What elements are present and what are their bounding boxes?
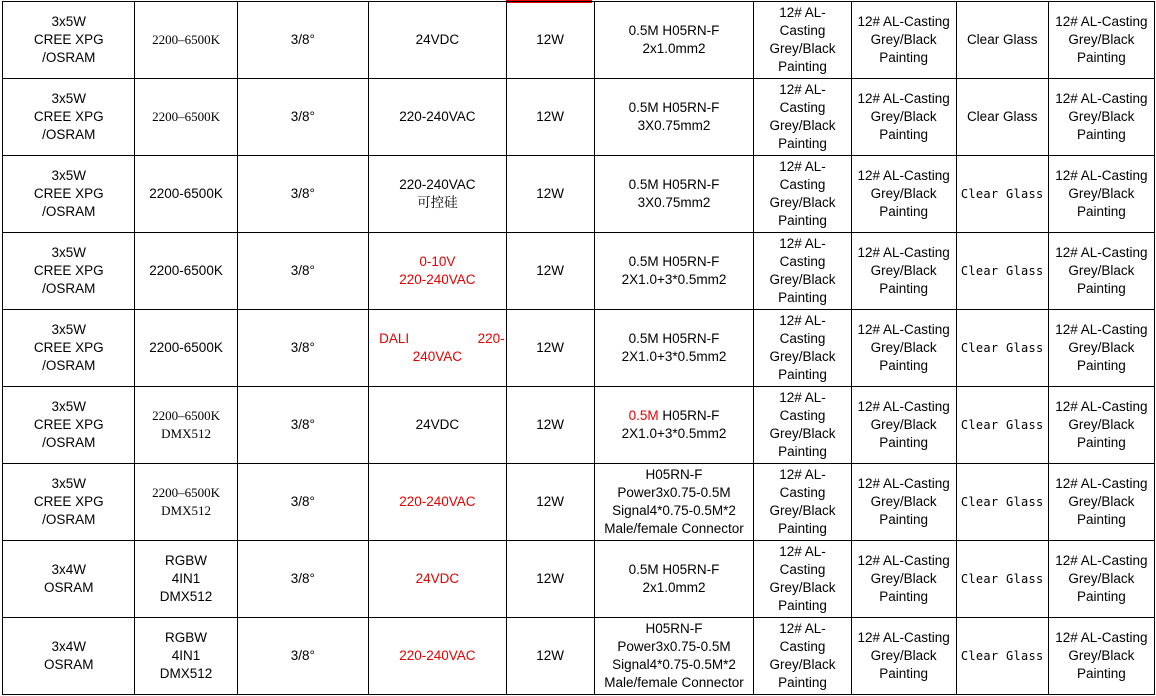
body-material-cell-line: Grey/Black xyxy=(769,272,836,287)
beam-angle-cell-line: 3/8° xyxy=(290,648,315,663)
cable-cell-line: 0.5M H05RN-F xyxy=(628,562,720,577)
beam-angle-cell xyxy=(237,310,368,387)
body-material-cell-line: Grey/Black xyxy=(769,503,836,518)
table-row xyxy=(3,618,1155,695)
cable-cell-line: 2X1.0+3*0.5mm2 xyxy=(621,426,727,441)
cct-cell xyxy=(135,156,237,233)
led-spec-cell-line: CREE XPG xyxy=(33,417,104,432)
housing-cell-line: Painting xyxy=(879,204,928,219)
power-cell-line: 12W xyxy=(536,263,565,278)
cct-cell xyxy=(135,79,237,156)
finish-cell xyxy=(1048,233,1154,310)
led-spec-cell-line: CREE XPG xyxy=(33,340,104,355)
beam-angle-cell xyxy=(237,233,368,310)
finish-cell-line: 12# AL-Casting xyxy=(1055,399,1148,414)
cct-cell-line: 2200–6500K xyxy=(152,32,220,47)
body-material-cell-line: Painting xyxy=(778,59,827,74)
voltage-cell-line: 24VDC xyxy=(415,571,460,586)
voltage-cell-line: 220-240VAC xyxy=(399,177,476,192)
beam-angle-cell xyxy=(237,387,368,464)
finish-cell-line: Grey/Black xyxy=(1068,494,1135,509)
power-cell-line: 12W xyxy=(536,494,565,509)
voltage-line: 240VAC xyxy=(412,349,462,364)
led-spec-cell xyxy=(3,79,135,156)
finish-cell-line: 12# AL-Casting xyxy=(1055,630,1148,645)
finish-cell-line: Grey/Black xyxy=(1068,263,1135,278)
power-cell xyxy=(506,233,594,310)
led-spec-cell-line: 3x5W xyxy=(51,14,86,29)
body-material-cell-line: Casting xyxy=(779,639,826,654)
table-row xyxy=(3,79,1155,156)
housing-cell-line: 12# AL-Casting xyxy=(857,553,950,568)
body-material-cell xyxy=(754,541,851,618)
power-cell-line: 12W xyxy=(536,340,565,355)
voltage-cell xyxy=(369,156,507,233)
beam-angle-cell xyxy=(237,541,368,618)
led-spec-cell-line: 3x5W xyxy=(51,168,86,183)
power-cell-line: 12W xyxy=(536,417,565,432)
housing-cell-line: Grey/Black xyxy=(870,340,937,355)
cct-cell-line: 2200–6500K xyxy=(152,109,220,124)
led-spec-cell-line: 3x5W xyxy=(51,245,86,260)
cable-cell-line: H05RN-F xyxy=(645,621,703,636)
power-cell-line: 12W xyxy=(536,648,565,663)
lens-cell xyxy=(956,233,1048,310)
voltage-line xyxy=(370,330,505,348)
cct-cell xyxy=(135,310,237,387)
cable-cell-line: Power3x0.75-0.5M xyxy=(617,639,731,654)
lens-cell-line: Clear Glass xyxy=(966,109,1038,124)
body-material-cell-line: 12# AL- xyxy=(779,82,826,97)
power-cell-line: 12W xyxy=(536,109,565,124)
lens-cell xyxy=(956,2,1048,79)
beam-angle-cell-line: 3/8° xyxy=(290,571,315,586)
cable-cell-line: Male/female Connector xyxy=(604,675,744,690)
cable-cell xyxy=(594,387,754,464)
voltage-cell xyxy=(369,310,507,387)
body-material-cell-line: Grey/Black xyxy=(769,41,836,56)
voltage-cell xyxy=(369,541,507,618)
cable-cell-line: 2x1.0mm2 xyxy=(642,41,706,56)
cct-cell xyxy=(135,387,237,464)
cable-cell-line: Signal4*0.75-0.5M*2 xyxy=(612,657,736,672)
lens-cell-line: Clear Glass xyxy=(960,495,1044,509)
beam-angle-cell-line: 3/8° xyxy=(290,109,315,124)
beam-angle-cell xyxy=(237,79,368,156)
cct-cell xyxy=(135,2,237,79)
lens-cell xyxy=(956,79,1048,156)
led-spec-cell-line: OSRAM xyxy=(43,580,94,595)
voltage-cell-line: 24VDC xyxy=(415,417,460,432)
housing-cell-line: Grey/Black xyxy=(870,186,937,201)
lens-cell-line: Clear Glass xyxy=(960,264,1044,278)
voltage-cell-line: 24VDC xyxy=(415,32,460,47)
body-material-cell-line: Casting xyxy=(779,100,826,115)
finish-cell-line: Grey/Black xyxy=(1068,417,1135,432)
cct-cell xyxy=(135,233,237,310)
body-material-cell-line: Painting xyxy=(778,367,827,382)
body-material-cell-line: Painting xyxy=(778,444,827,459)
body-material-cell-line: Painting xyxy=(778,598,827,613)
cct-cell-line: RGBW xyxy=(165,553,208,568)
led-spec-cell-line: CREE XPG xyxy=(33,263,104,278)
housing-cell-line: 12# AL-Casting xyxy=(857,630,950,645)
body-material-cell-line: Casting xyxy=(779,562,826,577)
cct-cell xyxy=(135,618,237,695)
cable-cell-line: Power3x0.75-0.5M xyxy=(617,485,731,500)
voltage-cell-line: 220-240VAC xyxy=(399,648,476,663)
finish-cell-line: Painting xyxy=(1076,358,1126,373)
beam-angle-cell xyxy=(237,156,368,233)
beam-angle-cell-line: 3/8° xyxy=(290,417,315,432)
cable-cell-line: 0.5M H05RN-F xyxy=(628,23,720,38)
body-material-cell-line: 12# AL- xyxy=(779,390,826,405)
led-spec-cell-line: /OSRAM xyxy=(42,358,96,373)
cable-cell-line: 0.5M H05RN-F xyxy=(628,331,720,346)
cable-cell xyxy=(594,310,754,387)
finish-cell xyxy=(1048,79,1154,156)
beam-angle-cell xyxy=(237,464,368,541)
beam-angle-cell-line: 3/8° xyxy=(290,186,315,201)
led-spec-cell-line: CREE XPG xyxy=(33,32,104,47)
led-spec-cell-line: /OSRAM xyxy=(42,127,96,142)
body-material-cell xyxy=(754,156,851,233)
body-material-cell-line: 12# AL- xyxy=(779,621,826,636)
led-spec-cell-line: /OSRAM xyxy=(42,435,96,450)
lens-cell xyxy=(956,387,1048,464)
body-material-cell xyxy=(754,233,851,310)
housing-cell-line: Painting xyxy=(879,50,928,65)
body-material-cell-line: Painting xyxy=(778,136,827,151)
housing-cell xyxy=(851,233,956,310)
finish-cell-line: Painting xyxy=(1076,512,1126,527)
led-spec-cell xyxy=(3,618,135,695)
cable-cell-line: 0.5M H05RN-F xyxy=(628,254,720,269)
voltage-cell xyxy=(369,233,507,310)
body-material-cell-line: Casting xyxy=(779,331,826,346)
body-material-cell-line: Painting xyxy=(778,290,827,305)
voltage-cell-line: 220-240VAC xyxy=(399,272,476,287)
led-spec-cell xyxy=(3,2,135,79)
housing-cell xyxy=(851,541,956,618)
led-spec-cell-line: /OSRAM xyxy=(42,204,96,219)
housing-cell-line: Grey/Black xyxy=(870,494,937,509)
cct-cell-line: DMX512 xyxy=(161,503,211,518)
body-material-cell-line: 12# AL- xyxy=(779,159,826,174)
cable-cell xyxy=(594,618,754,695)
power-cell-line: 12W xyxy=(536,32,565,47)
table-row xyxy=(3,464,1155,541)
cable-cell xyxy=(594,541,754,618)
cct-cell-line: DMX512 xyxy=(159,589,213,604)
led-spec-cell-line: CREE XPG xyxy=(33,186,104,201)
body-material-cell-line: Grey/Black xyxy=(769,118,836,133)
body-material-cell-line: 12# AL- xyxy=(779,5,826,20)
finish-cell-line: Grey/Black xyxy=(1068,109,1135,124)
finish-cell-line: Painting xyxy=(1076,281,1126,296)
housing-cell-line: 12# AL-Casting xyxy=(857,245,950,260)
housing-cell-line: 12# AL-Casting xyxy=(857,168,950,183)
lens-cell xyxy=(956,156,1048,233)
cable-cell xyxy=(594,79,754,156)
lens-cell-line: Clear Glass xyxy=(960,418,1044,432)
led-spec-cell xyxy=(3,464,135,541)
housing-cell-line: Grey/Black xyxy=(870,417,937,432)
spec-table-body xyxy=(3,2,1155,695)
finish-cell-line: Grey/Black xyxy=(1068,32,1135,47)
cable-cell-line: 0.5M H05RN-F xyxy=(628,177,720,192)
cable-cell xyxy=(594,2,754,79)
cable-length-highlight: 0.5M xyxy=(628,408,659,423)
cable-cell-line: 2x1.0mm2 xyxy=(642,580,706,595)
lens-cell-line: Clear Glass xyxy=(960,341,1044,355)
led-spec-cell xyxy=(3,233,135,310)
body-material-cell-line: Casting xyxy=(779,485,826,500)
cct-cell-line: 2200–6500K xyxy=(152,485,220,500)
body-material-cell-line: Grey/Black xyxy=(769,195,836,210)
voltage-cell-line: 0-10V xyxy=(419,254,456,269)
lens-cell xyxy=(956,541,1048,618)
finish-cell-line: 12# AL-Casting xyxy=(1055,91,1148,106)
body-material-cell-line: Casting xyxy=(779,23,826,38)
lens-cell-line: Clear Glass xyxy=(960,572,1044,586)
housing-cell-line: Painting xyxy=(879,512,928,527)
body-material-cell-line: Grey/Black xyxy=(769,580,836,595)
beam-angle-cell-line: 3/8° xyxy=(290,263,315,278)
housing-cell xyxy=(851,387,956,464)
finish-cell-line: 12# AL-Casting xyxy=(1055,553,1148,568)
led-spec-cell-line: 3x5W xyxy=(51,399,86,414)
table-row xyxy=(3,310,1155,387)
led-spec-cell xyxy=(3,156,135,233)
finish-cell-line: 12# AL-Casting xyxy=(1055,168,1148,183)
housing-cell-line: Grey/Black xyxy=(870,263,937,278)
lens-cell-line: Clear Glass xyxy=(966,32,1038,47)
power-cell xyxy=(506,541,594,618)
body-material-cell-line: 12# AL- xyxy=(779,467,826,482)
cct-cell-line: DMX512 xyxy=(159,666,213,681)
table-row xyxy=(3,2,1155,79)
power-cell xyxy=(506,618,594,695)
finish-cell xyxy=(1048,541,1154,618)
housing-cell-line: 12# AL-Casting xyxy=(857,322,950,337)
cable-cell xyxy=(594,233,754,310)
lens-cell-line: Clear Glass xyxy=(960,187,1044,201)
finish-cell-line: 12# AL-Casting xyxy=(1055,322,1148,337)
finish-cell-line: Grey/Black xyxy=(1068,186,1135,201)
cable-cell-line: Male/female Connector xyxy=(604,521,744,536)
voltage-token: 220- xyxy=(477,331,505,346)
voltage-cell xyxy=(369,464,507,541)
cable-cell xyxy=(594,464,754,541)
cable-cell-line: 3X0.75mm2 xyxy=(637,118,711,133)
led-spec-cell-line: 3x4W xyxy=(51,639,86,654)
beam-angle-cell-line: 3/8° xyxy=(290,32,315,47)
lens-cell-line: Clear Glass xyxy=(960,649,1044,663)
finish-cell-line: Grey/Black xyxy=(1068,571,1135,586)
lens-cell xyxy=(956,310,1048,387)
body-material-cell-line: 12# AL- xyxy=(779,544,826,559)
body-material-cell-line: Painting xyxy=(778,675,827,690)
finish-cell xyxy=(1048,310,1154,387)
body-material-cell xyxy=(754,387,851,464)
cct-cell-line: 4IN1 xyxy=(171,648,201,663)
power-cell-line: 12W xyxy=(536,571,565,586)
finish-cell-line: 12# AL-Casting xyxy=(1055,14,1148,29)
lens-cell xyxy=(956,618,1048,695)
voltage-cell xyxy=(369,79,507,156)
led-spec-cell-line: CREE XPG xyxy=(33,109,104,124)
finish-cell-line: Painting xyxy=(1076,127,1126,142)
housing-cell-line: 12# AL-Casting xyxy=(857,476,950,491)
finish-cell-line: Painting xyxy=(1076,666,1126,681)
cable-cell-line: 3X0.75mm2 xyxy=(637,195,711,210)
housing-cell xyxy=(851,464,956,541)
voltage-cell-line: 可控硅 xyxy=(417,195,458,210)
power-cell xyxy=(506,464,594,541)
body-material-cell xyxy=(754,464,851,541)
led-spec-cell-line: /OSRAM xyxy=(42,50,96,65)
cct-cell-line: 2200-6500K xyxy=(149,263,223,278)
cable-cell-line: 0.5M H05RN-F xyxy=(628,100,720,115)
voltage-cell-line: 220-240VAC xyxy=(399,494,476,509)
finish-cell-line: 12# AL-Casting xyxy=(1055,245,1148,260)
led-spec-cell-line: /OSRAM xyxy=(42,281,96,296)
led-spec-cell xyxy=(3,387,135,464)
body-material-cell xyxy=(754,79,851,156)
housing-cell-line: Painting xyxy=(879,358,928,373)
cct-cell-line: RGBW xyxy=(165,630,208,645)
body-material-cell-line: Painting xyxy=(778,213,827,228)
power-cell xyxy=(506,387,594,464)
finish-cell xyxy=(1048,387,1154,464)
spec-table xyxy=(2,1,1155,695)
power-cell-line: 12W xyxy=(536,186,565,201)
housing-cell xyxy=(851,310,956,387)
voltage-cell xyxy=(369,618,507,695)
cct-cell xyxy=(135,541,237,618)
beam-angle-cell-line: 3/8° xyxy=(290,494,315,509)
finish-cell-line: Painting xyxy=(1076,50,1126,65)
finish-cell xyxy=(1048,2,1154,79)
housing-cell-line: 12# AL-Casting xyxy=(857,14,950,29)
cct-cell xyxy=(135,464,237,541)
finish-cell xyxy=(1048,618,1154,695)
housing-cell xyxy=(851,79,956,156)
led-spec-cell-line: OSRAM xyxy=(43,657,94,672)
led-spec-cell-line: CREE XPG xyxy=(33,494,104,509)
finish-cell-line: Grey/Black xyxy=(1068,648,1135,663)
housing-cell-line: Grey/Black xyxy=(870,571,937,586)
housing-cell xyxy=(851,618,956,695)
power-cell xyxy=(506,156,594,233)
cable-cell-line: H05RN-F xyxy=(645,467,703,482)
power-cell xyxy=(506,79,594,156)
finish-cell xyxy=(1048,464,1154,541)
led-spec-cell-line: 3x5W xyxy=(51,322,86,337)
housing-cell-line: Painting xyxy=(879,127,928,142)
led-spec-cell-line: 3x5W xyxy=(51,91,86,106)
cct-cell-line: DMX512 xyxy=(161,426,211,441)
power-cell xyxy=(506,310,594,387)
body-material-cell-line: Casting xyxy=(779,408,826,423)
housing-cell-line: Grey/Black xyxy=(870,109,937,124)
body-material-cell-line: Grey/Black xyxy=(769,657,836,672)
body-material-cell-line: Grey/Black xyxy=(769,349,836,364)
body-material-cell-line: Painting xyxy=(778,521,827,536)
cable-cell xyxy=(594,156,754,233)
housing-cell-line: Painting xyxy=(879,666,928,681)
housing-cell-line: Painting xyxy=(879,281,928,296)
voltage-token: DALI xyxy=(379,331,410,346)
led-spec-cell-line: /OSRAM xyxy=(42,512,96,527)
finish-cell-line: Painting xyxy=(1076,435,1126,450)
housing-cell-line: Painting xyxy=(879,435,928,450)
body-material-cell xyxy=(754,618,851,695)
housing-cell xyxy=(851,2,956,79)
power-cell xyxy=(506,2,594,79)
table-row xyxy=(3,541,1155,618)
finish-cell-line: Painting xyxy=(1076,589,1126,604)
housing-cell-line: 12# AL-Casting xyxy=(857,91,950,106)
lens-cell xyxy=(956,464,1048,541)
housing-cell-line: Grey/Black xyxy=(870,648,937,663)
finish-cell xyxy=(1048,156,1154,233)
cct-cell-line: 2200–6500K xyxy=(152,408,220,423)
body-material-cell-line: 12# AL- xyxy=(779,236,826,251)
voltage-cell-line: 220-240VAC xyxy=(399,109,476,124)
finish-cell-line: 12# AL-Casting xyxy=(1055,476,1148,491)
beam-angle-cell xyxy=(237,618,368,695)
housing-cell xyxy=(851,156,956,233)
cable-type: H05RN-F xyxy=(658,408,720,423)
housing-cell-line: Painting xyxy=(879,589,928,604)
cable-cell-line: 2X1.0+3*0.5mm2 xyxy=(621,349,727,364)
voltage-cell xyxy=(369,387,507,464)
cable-cell-line: Signal4*0.75-0.5M*2 xyxy=(612,503,736,518)
table-row xyxy=(3,156,1155,233)
cable-cell-line xyxy=(596,407,753,425)
cct-cell-line: 4IN1 xyxy=(171,571,201,586)
housing-cell-line: Grey/Black xyxy=(870,32,937,47)
cable-cell-line: 2X1.0+3*0.5mm2 xyxy=(621,272,727,287)
table-row xyxy=(3,387,1155,464)
led-spec-cell xyxy=(3,541,135,618)
beam-angle-cell xyxy=(237,2,368,79)
body-material-cell-line: Casting xyxy=(779,254,826,269)
cct-cell-line: 2200-6500K xyxy=(149,186,223,201)
body-material-cell xyxy=(754,2,851,79)
body-material-cell-line: Grey/Black xyxy=(769,426,836,441)
finish-cell-line: Grey/Black xyxy=(1068,340,1135,355)
body-material-cell xyxy=(754,310,851,387)
led-spec-cell-line: 3x4W xyxy=(51,562,86,577)
led-spec-cell xyxy=(3,310,135,387)
table-row xyxy=(3,233,1155,310)
finish-cell-line: Painting xyxy=(1076,204,1126,219)
housing-cell-line: 12# AL-Casting xyxy=(857,399,950,414)
beam-angle-cell-line: 3/8° xyxy=(290,340,315,355)
cct-cell-line: 2200-6500K xyxy=(149,340,223,355)
voltage-cell xyxy=(369,2,507,79)
body-material-cell-line: 12# AL- xyxy=(779,313,826,328)
led-spec-cell-line: 3x5W xyxy=(51,476,86,491)
body-material-cell-line: Casting xyxy=(779,177,826,192)
